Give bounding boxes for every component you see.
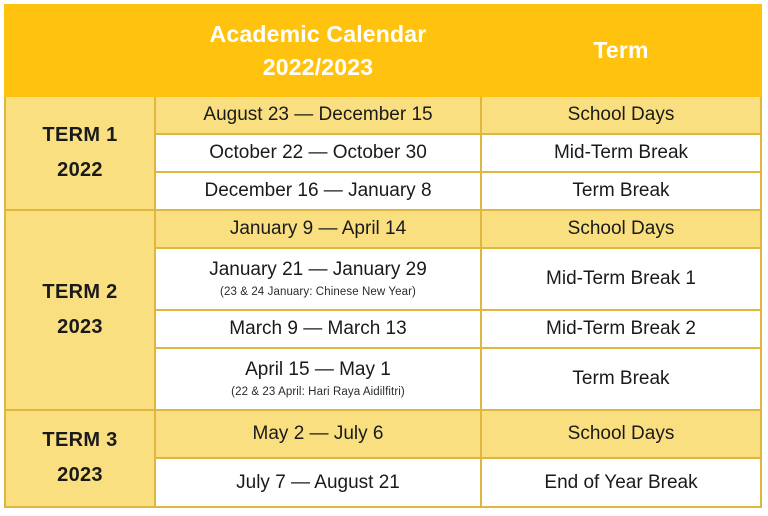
term-year: 2022 [57,159,103,182]
term-label-cell [5,210,155,409]
term-type-cell: Mid-Term Break 2 [481,310,761,348]
term-type-cell: School Days [481,96,761,134]
term-type-cell: Term Break [481,348,761,410]
term-type-cell: Term Break [481,172,761,210]
date-range-text: March 9 — March 13 [229,318,407,340]
date-range-cell [155,310,481,348]
date-range-cell [155,410,481,459]
table-row [5,410,761,459]
academic-calendar-table [4,4,762,508]
table-header-row [5,5,761,96]
term-type-cell: Mid-Term Break 1 [481,248,761,310]
term-name: TERM 2 [42,281,118,303]
date-range-text: April 15 — May 1 [245,358,391,380]
term-type-cell: School Days [481,210,761,248]
date-range-cell [155,96,481,134]
date-range-note: (22 & 23 April: Hari Raya Aidilfitri) [231,385,405,398]
date-range-cell [155,134,481,172]
date-range-text: January 9 — April 14 [229,218,407,240]
header-title-cell [155,5,481,96]
term-year: 2023 [57,316,103,338]
date-range-text: December 16 — January 8 [204,180,432,202]
date-range-cell [155,248,481,310]
term-type-cell: Mid-Term Break [481,134,761,172]
date-range-text: January 21 — January 29 [209,259,427,281]
date-range-cell [155,172,481,210]
date-range-text: July 7 — August 21 [236,471,400,493]
date-range-text: October 22 — October 30 [209,142,427,164]
header-title-line2: 2022/2023 [262,53,374,80]
calendar-body [5,5,761,507]
date-range-cell [155,348,481,410]
table-row [5,96,761,134]
term-label-cell [5,96,155,210]
header-corner-cell [5,5,155,96]
term-label-cell [5,410,155,507]
term-type-cell: School Days [481,410,761,459]
date-range-cell [155,458,481,507]
term-name: TERM 3 [42,429,118,452]
date-range-text: August 23 — December 15 [203,104,433,126]
table-row [5,210,761,248]
date-range-text: May 2 — July 6 [252,423,384,445]
header-title-line1: Academic Calendar [209,20,427,47]
term-year: 2023 [57,464,103,487]
header-term-cell: Term [481,5,761,96]
term-name: TERM 1 [42,124,118,147]
date-range-note: (23 & 24 January: Chinese New Year) [220,285,416,298]
term-type-cell: End of Year Break [481,458,761,507]
date-range-cell [155,210,481,248]
